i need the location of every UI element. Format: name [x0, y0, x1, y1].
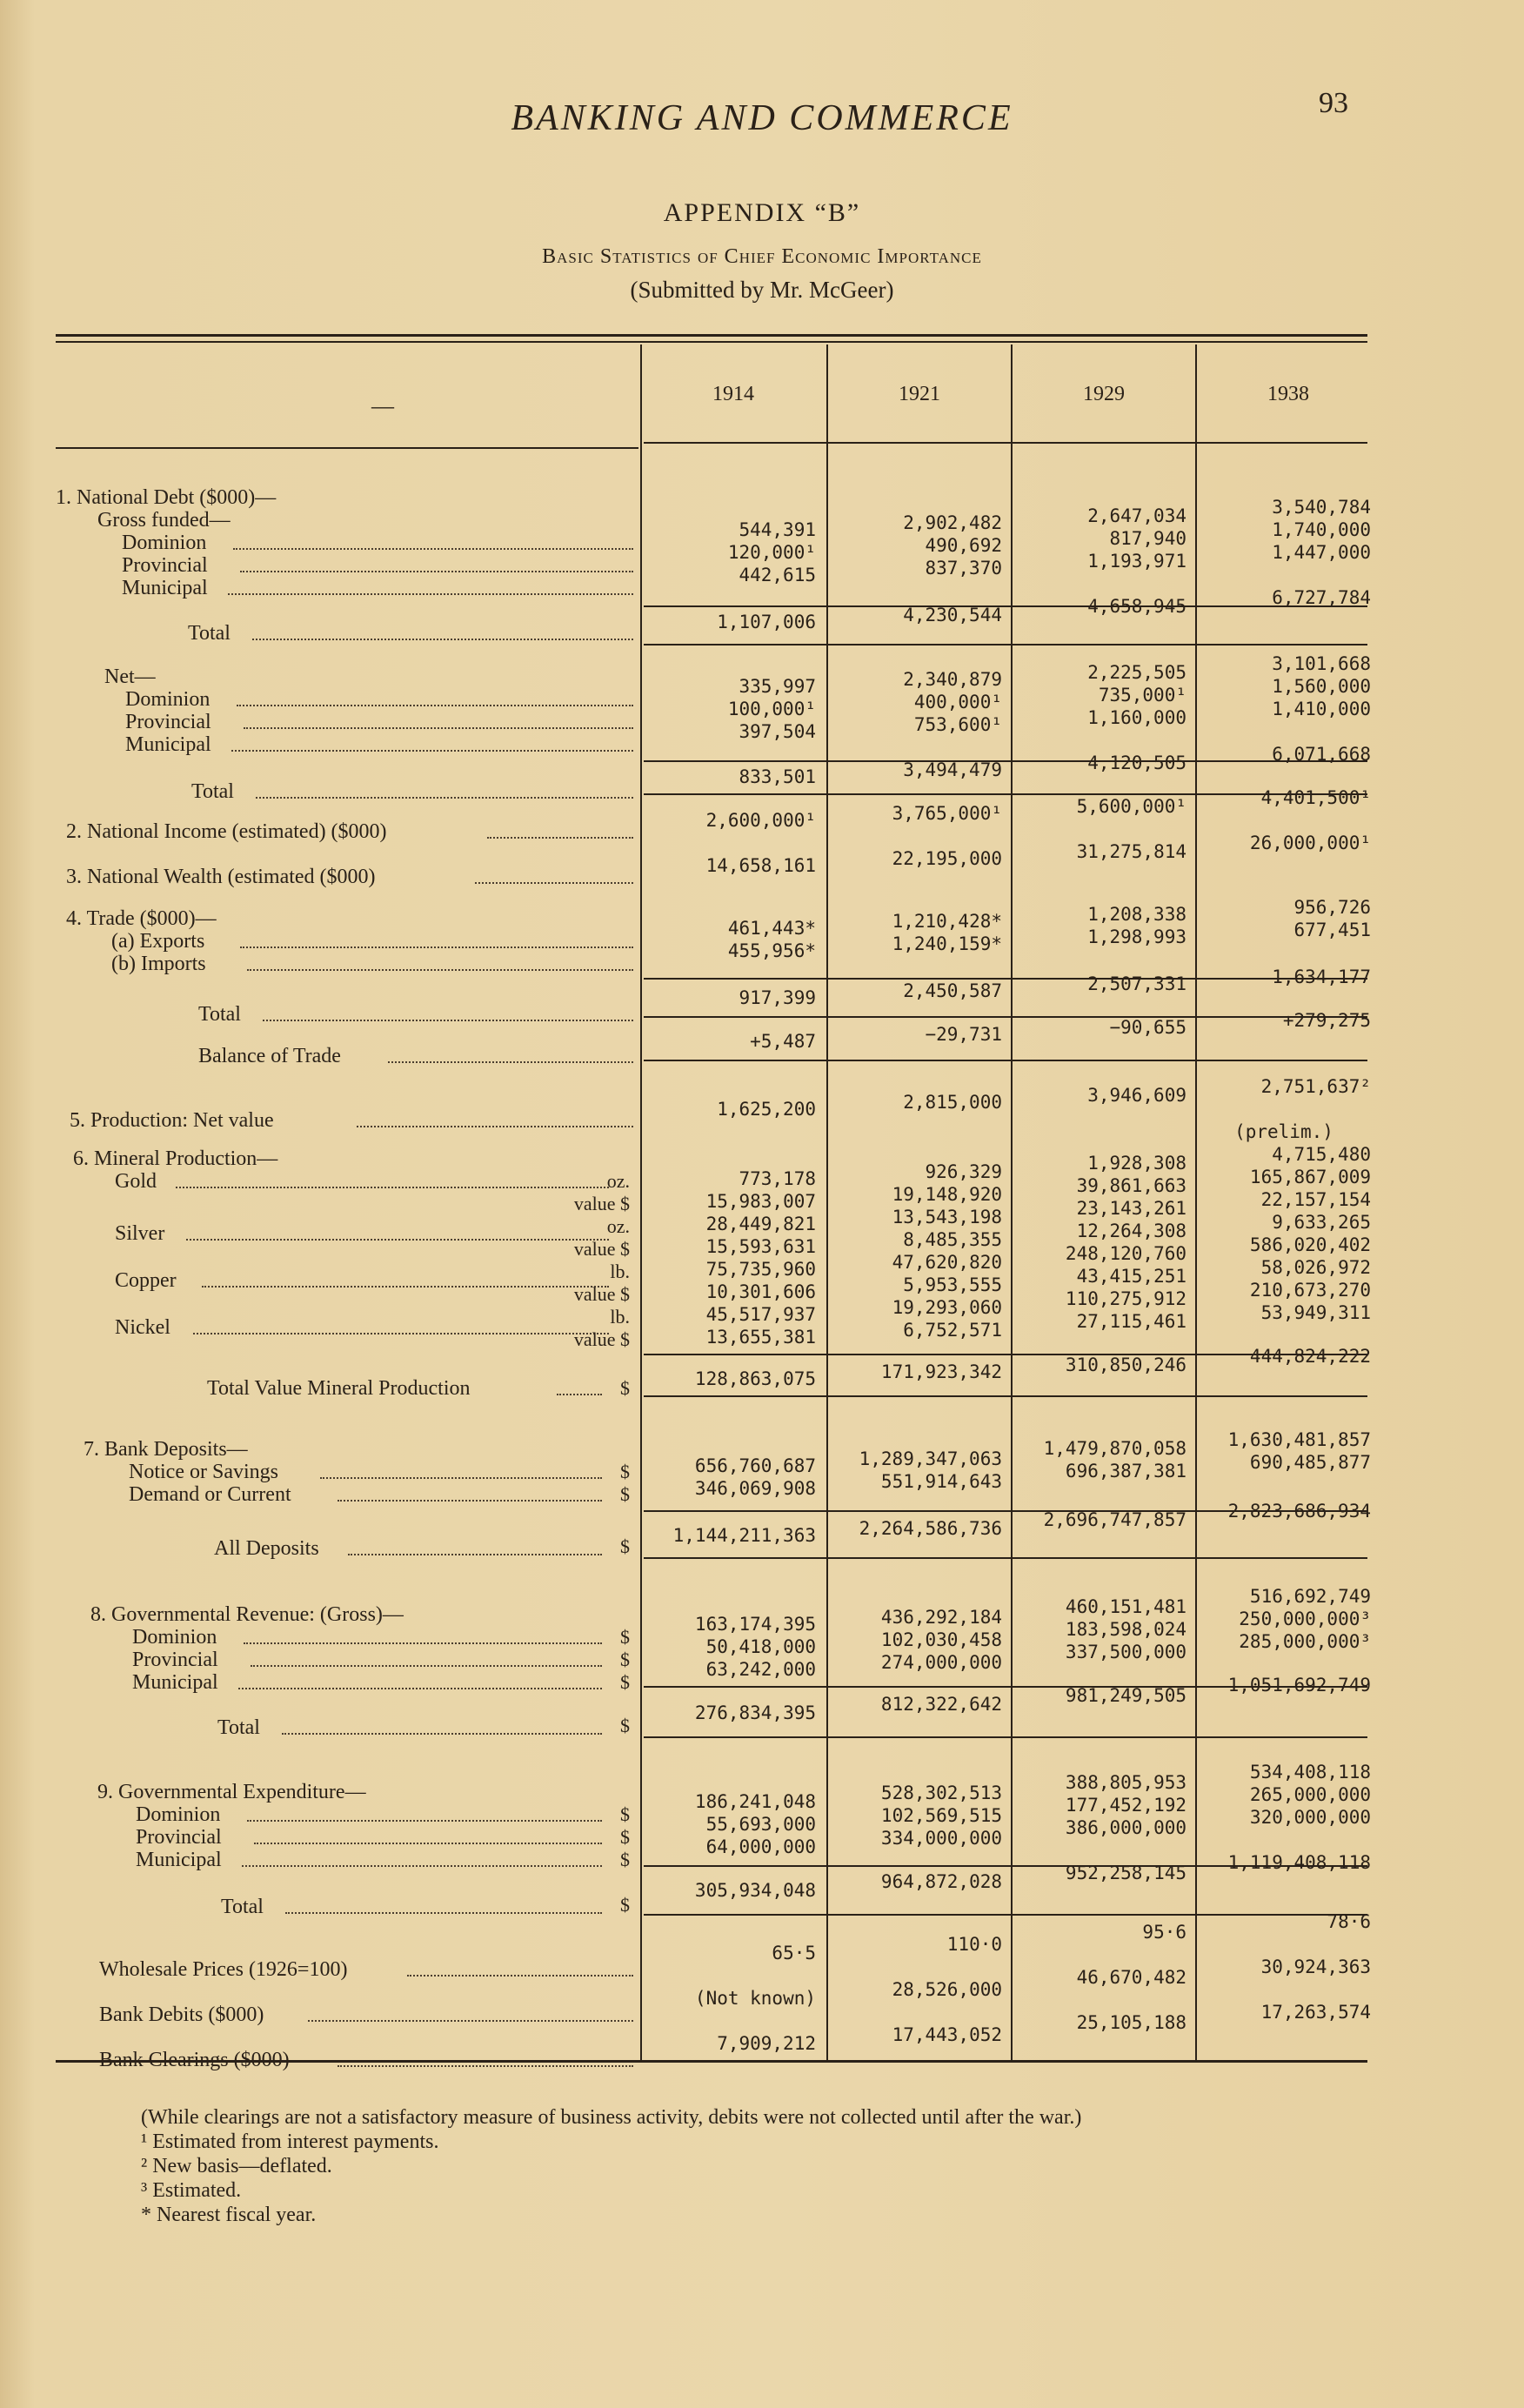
debt-net-1914: 335,997 100,000¹ 397,504 — [727, 676, 816, 742]
revenue-total-label: Total — [217, 1716, 260, 1739]
debt-gross-total-label: Total — [188, 622, 231, 645]
page-number: 93 — [1319, 87, 1348, 119]
leader — [231, 750, 633, 752]
appendix-subtitle: Basic Statistics of Chief Economic Importance — [542, 245, 982, 268]
year-head-rule — [644, 442, 1367, 444]
debt-gross-total-1929: 4,658,945 — [1087, 596, 1186, 617]
revenue-municipal: Municipal — [132, 1671, 218, 1694]
deposits-total-1929: 2,696,747,857 — [1043, 1509, 1186, 1530]
expenditure-total-1938: 1,119,408,118 — [1227, 1852, 1371, 1873]
deposits-1929: 1,479,870,058 696,387,381 — [1043, 1438, 1186, 1482]
income-1938: 4,401,500¹ — [1260, 787, 1371, 808]
wealth-1929: 31,275,814 — [1076, 841, 1186, 862]
unit-label: $ — [620, 1535, 630, 1557]
unit-label: $ — [620, 1461, 630, 1482]
leader — [338, 2065, 633, 2067]
production-1921: 2,815,000 — [903, 1092, 1002, 1113]
trade-total-1921: 2,450,587 — [903, 980, 1002, 1001]
debt-gross-dominion: Dominion — [122, 532, 207, 554]
wealth-label: 3. National Wealth (estimated ($000) — [66, 866, 376, 888]
revenue-1921: 436,292,184 102,030,458 274,000,000 — [880, 1607, 1002, 1673]
section-rule — [644, 1557, 1367, 1559]
income-1921: 3,765,000¹ — [892, 803, 1002, 824]
revenue-provincial: Provincial — [132, 1649, 218, 1671]
debt-net-total-1929: 4,120,505 — [1087, 752, 1186, 773]
leader — [252, 639, 633, 640]
income-label: 2. National Income (estimated) ($000) — [66, 820, 387, 843]
leader — [308, 2020, 633, 2022]
unit-label: value $ — [573, 1283, 630, 1305]
deposits-1938: 1,630,481,857 690,485,877 — [1227, 1429, 1371, 1473]
wealth-1921: 22,195,000 — [892, 848, 1002, 869]
mineral-1929: 1,928,308 39,861,663 23,143,261 12,264,308 248,120,760 43,415,251 110,275,912 27,115,461 — [1065, 1153, 1186, 1332]
unit-label: $ — [620, 1803, 630, 1825]
deposits-1921: 1,289,347,063 551,914,643 — [859, 1448, 1002, 1492]
debt-net-total-1921: 3,494,479 — [903, 759, 1002, 780]
footnote: ² New basis—deflated. — [141, 2155, 332, 2177]
table-top-rule-inner — [56, 341, 1367, 343]
production-1914: 1,625,200 — [717, 1099, 816, 1120]
unit-label: $ — [620, 1377, 630, 1399]
debt-net-municipal: Municipal — [125, 733, 211, 756]
unit-label: oz. — [606, 1215, 630, 1237]
debt-net-total-1938: 6,071,668 — [1272, 744, 1371, 765]
unit-label: $ — [620, 1826, 630, 1848]
leader — [256, 797, 633, 799]
trade-total-1914: 917,399 — [739, 987, 816, 1008]
debt-net-provincial: Provincial — [125, 711, 211, 733]
revenue-total-1921: 812,322,642 — [880, 1694, 1002, 1715]
mineral-total-1921: 171,923,342 — [880, 1361, 1002, 1382]
expenditure-1938: 534,408,118 265,000,000 320,000,000 — [1249, 1762, 1371, 1828]
running-title: BANKING AND COMMERCE — [511, 98, 1013, 138]
debt-gross-label: Gross funded— — [97, 509, 231, 532]
trade-total-label: Total — [198, 1003, 241, 1026]
mineral-silver: Silver — [115, 1222, 165, 1245]
unit-label: lb. — [610, 1261, 630, 1282]
income-1929: 5,600,000¹ — [1076, 796, 1186, 817]
debt-gross-provincial: Provincial — [122, 554, 208, 577]
debt-net-dominion: Dominion — [125, 688, 211, 711]
trade-imports-label: (b) Imports — [111, 953, 206, 975]
debt-gross-total-1938: 6,727,784 — [1272, 587, 1371, 608]
trade-balance-1929: −90,655 — [1109, 1017, 1186, 1038]
leader — [240, 946, 633, 948]
wealth-1938: 26,000,000¹ — [1249, 833, 1371, 853]
mineral-copper: Copper — [115, 1269, 177, 1292]
expenditure-municipal: Municipal — [136, 1849, 222, 1871]
misc-1921: 110·0 28,526,000 17,443,052 — [892, 1934, 1002, 2045]
expenditure-1914: 186,241,048 55,693,000 64,000,000 — [694, 1791, 816, 1857]
debt-gross-municipal: Municipal — [122, 577, 208, 599]
total-rule — [644, 644, 1367, 645]
deposits-total-1921: 2,264,586,736 — [859, 1518, 1002, 1539]
appendix-title: APPENDIX “B” — [663, 198, 861, 227]
expenditure-total-label: Total — [221, 1896, 264, 1918]
trade-balance-label: Balance of Trade — [198, 1045, 341, 1067]
debt-net-total-label: Total — [191, 780, 234, 803]
deposits-total-1914: 1,144,211,363 — [672, 1525, 816, 1546]
trade-balance-1921: −29,731 — [925, 1024, 1002, 1045]
footnote: ³ Estimated. — [141, 2179, 242, 2202]
deposits-total-1938: 2,823,686,934 — [1227, 1501, 1371, 1522]
unit-label: $ — [620, 1894, 630, 1916]
unit-label: $ — [620, 1715, 630, 1736]
expenditure-1929: 388,805,953 177,452,192 386,000,000 — [1065, 1772, 1186, 1838]
debt-net-1921: 2,340,879 400,000¹ 753,600¹ — [903, 669, 1002, 735]
trade-total-1938: 1,634,177 — [1272, 967, 1371, 987]
footnote: * Nearest fiscal year. — [141, 2204, 317, 2226]
trade-1914: 461,443* 455,956* — [727, 918, 816, 961]
revenue-1929: 460,151,481 183,598,024 337,500,000 — [1065, 1596, 1186, 1662]
debt-gross-1938: 3,540,784 1,740,000 1,447,000 — [1272, 497, 1371, 563]
bank-clearings-label: Bank Clearings ($000) — [99, 2049, 290, 2071]
revenue-1938: 516,692,749 250,000,000³ 285,000,000³ — [1239, 1586, 1371, 1652]
debt-net-1929: 2,225,505 735,000¹ 1,160,000 — [1087, 662, 1186, 728]
year-header-1921: 1921 — [899, 383, 940, 405]
deposits-1914: 656,760,687 346,069,908 — [694, 1455, 816, 1499]
section-rule — [644, 1736, 1367, 1738]
wealth-1914: 14,658,161 — [705, 855, 816, 876]
leader — [407, 1975, 633, 1977]
table-top-rule — [56, 334, 1367, 337]
expenditure-title: 9. Governmental Expenditure— — [97, 1781, 366, 1803]
trade-1929: 1,208,338 1,298,993 — [1087, 904, 1186, 947]
revenue-total-1929: 981,249,505 — [1065, 1685, 1186, 1706]
unit-label: $ — [620, 1483, 630, 1505]
debt-net-label: Net— — [104, 666, 156, 688]
bank-debits-label: Bank Debits ($000) — [99, 2003, 264, 2026]
trade-exports-label: (a) Exports — [111, 930, 205, 953]
unit-label: value $ — [573, 1193, 630, 1214]
mineral-1914: 773,178 15,983,007 28,449,821 15,593,631 75,735,960 10,301,606 45,517,937 13,655,381 — [705, 1168, 816, 1348]
debt-gross-total-1914: 1,107,006 — [717, 612, 816, 632]
stub-head-rule — [56, 447, 638, 449]
stub-head: — — [371, 393, 394, 418]
trade-total-1929: 2,507,331 — [1087, 973, 1186, 994]
misc-1929: 95·6 46,670,482 25,105,188 — [1076, 1922, 1186, 2033]
leader — [240, 571, 633, 572]
trade-1938: 956,726 677,451 — [1293, 897, 1371, 940]
leader — [487, 837, 633, 839]
expenditure-total-1921: 964,872,028 — [880, 1871, 1002, 1892]
expenditure-provincial: Provincial — [136, 1826, 222, 1849]
footnotes — [141, 2105, 1081, 2227]
leader — [263, 1020, 633, 1021]
unit-label: $ — [620, 1671, 630, 1693]
leader — [237, 705, 633, 706]
deposits-savings: Notice or Savings — [129, 1461, 278, 1483]
mineral-nickel: Nickel — [115, 1316, 170, 1339]
trade-1921: 1,210,428* 1,240,159* — [892, 911, 1002, 954]
revenue-1914: 163,174,395 50,418,000 63,242,000 — [694, 1614, 816, 1680]
mineral-total-1938: 444,824,222 — [1249, 1346, 1371, 1367]
mineral-total-label: Total Value Mineral Production — [207, 1377, 471, 1400]
revenue-dominion: Dominion — [132, 1626, 217, 1649]
debt-net-1938: 3,101,668 1,560,000 1,410,000 — [1272, 653, 1371, 719]
misc-1938: 78·6 30,924,363 17,263,574 — [1260, 1911, 1371, 2023]
unit-label: $ — [620, 1849, 630, 1870]
debt-net-total-1914: 833,501 — [739, 766, 816, 787]
expenditure-total-1929: 952,258,145 — [1065, 1863, 1186, 1883]
section-rule — [644, 1060, 1367, 1061]
unit-label: value $ — [573, 1328, 630, 1350]
mineral-title: 6. Mineral Production— — [73, 1147, 278, 1170]
debt-gross-1921: 2,902,482 490,692 837,370 — [903, 512, 1002, 579]
section-rule — [644, 1395, 1367, 1397]
year-header-1938: 1938 — [1267, 383, 1309, 405]
trade-balance-1914: +5,487 — [750, 1031, 816, 1052]
trade-title: 4. Trade ($000)— — [66, 907, 217, 930]
revenue-total-1914: 276,834,395 — [694, 1702, 816, 1723]
production-1929: 3,946,609 — [1087, 1085, 1186, 1106]
revenue-total-1938: 1,051,692,749 — [1227, 1675, 1371, 1696]
mineral-1938: 4,715,480 165,867,009 22,157,154 9,633,265 586,020,402 58,026,972 210,673,270 53,949,311 — [1249, 1144, 1371, 1323]
deposits-demand: Demand or Current — [129, 1483, 291, 1506]
wholesale-prices-label: Wholesale Prices (1926=100) — [99, 1958, 348, 1981]
production-1938: 2,751,637² — [1260, 1076, 1371, 1097]
trade-balance-1938: +279,275 — [1282, 1010, 1371, 1031]
debt-title: 1. National Debt ($000)— — [56, 486, 277, 509]
leader — [357, 1126, 633, 1127]
expenditure-1921: 528,302,513 102,569,515 334,000,000 — [880, 1783, 1002, 1849]
debt-gross-1929: 2,647,034 817,940 1,193,971 — [1087, 505, 1186, 572]
footnote: ¹ Estimated from interest payments. — [141, 2130, 439, 2153]
leader — [233, 548, 633, 550]
expenditure-total-1914: 305,934,048 — [694, 1880, 816, 1901]
production-prelim-note: (prelim.) — [1234, 1121, 1334, 1142]
unit-label: oz. — [606, 1170, 630, 1192]
misc-1914: 65·5 (Not known) 7,909,212 — [694, 1943, 816, 2054]
mineral-gold: Gold — [115, 1170, 157, 1193]
debt-gross-1914: 544,391 120,000¹ 442,615 — [727, 519, 816, 585]
deposits-total-label: All Deposits — [214, 1537, 319, 1560]
unit-label: value $ — [573, 1238, 630, 1260]
production-label: 5. Production: Net value — [70, 1109, 274, 1132]
leader — [244, 727, 633, 729]
expenditure-dominion: Dominion — [136, 1803, 221, 1826]
leader — [228, 593, 633, 595]
leader — [247, 969, 633, 971]
leader — [388, 1061, 633, 1063]
leader — [475, 882, 633, 884]
mineral-total-1914: 128,863,075 — [694, 1368, 816, 1389]
unit-label: $ — [620, 1649, 630, 1670]
unit-label: $ — [620, 1626, 630, 1648]
mineral-1921: 926,329 19,148,920 13,543,198 8,485,355 47,620,820 5,953,555 19,293,060 6,752,571 — [892, 1161, 1002, 1341]
debt-gross-total-1921: 4,230,544 — [903, 605, 1002, 625]
footnote: (While clearings are not a satisfactory measure of business activity, debits were not collected until after the war.) — [141, 2106, 1082, 2129]
revenue-title: 8. Governmental Revenue: (Gross)— — [90, 1603, 404, 1626]
mineral-total-1929: 310,850,246 — [1065, 1354, 1186, 1375]
deposits-title: 7. Bank Deposits— — [84, 1438, 248, 1461]
appendix-credit: (Submitted by Mr. McGeer) — [630, 277, 894, 303]
unit-label: lb. — [610, 1306, 630, 1328]
income-1914: 2,600,000¹ — [705, 810, 816, 831]
year-header-1914: 1914 — [712, 383, 754, 405]
year-header-1929: 1929 — [1083, 383, 1125, 405]
